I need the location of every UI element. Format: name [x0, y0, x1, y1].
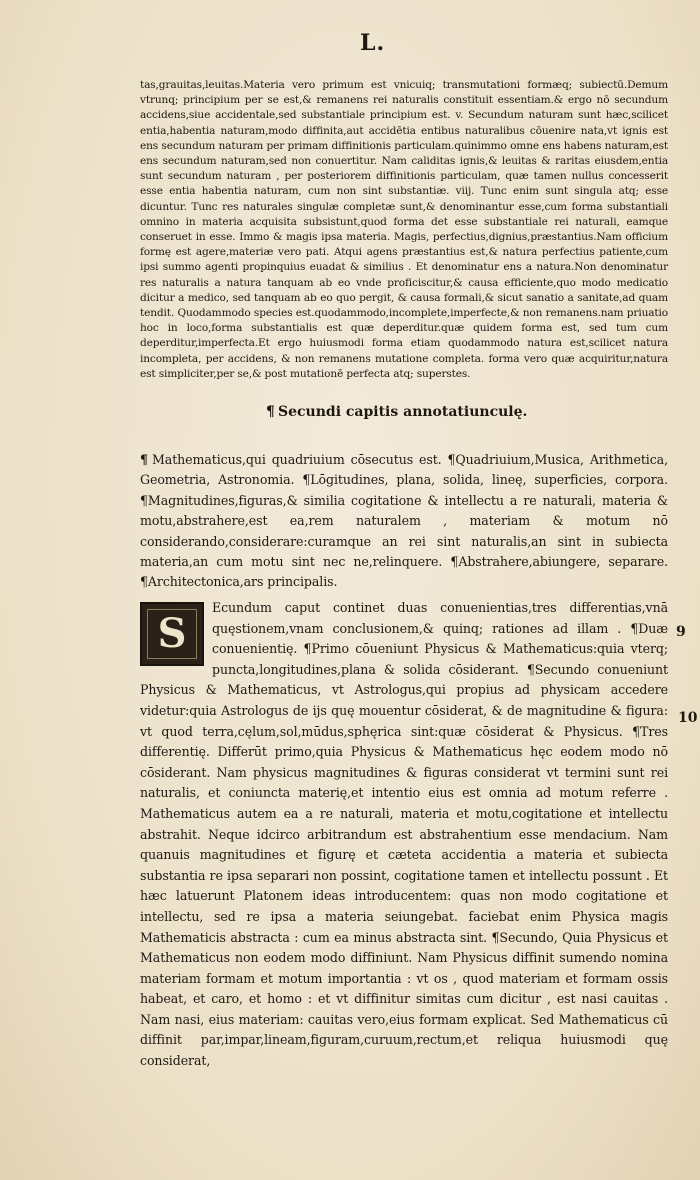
folio-number: L.: [360, 30, 386, 56]
paragraph-mark-icon: ¶: [140, 452, 148, 467]
decorated-initial: [140, 602, 204, 666]
marginal-number-9: 9: [676, 624, 686, 640]
annotations-block: [140, 450, 668, 593]
main-text-block: [140, 598, 668, 1072]
marginal-number-10: 10: [678, 710, 698, 726]
section-heading-text: Secundi capitis annotatiunculę.: [278, 404, 528, 420]
annotations-paragraph: [140, 450, 668, 593]
main-paragraph: Ecundum caput continet duas conuenientias,tres differentias,vnā quęstionem,vnam conclusionem,& quinq; rationes ad illam . ¶Duæ conuenientię. ¶Primo cōueniunt Physicus & Mathematicus:quia vterq; puncta,longitudines,plana & solida cōsiderant. ¶Secundo conueniunt Physicus & Mathematicus, vt Astrologus,qui propius ad physicam accedere videtur:quia Astrologus de ijs quę mouentur cōsiderat, & de magnitudine & figura: vt quod terra,cęlum,sol,mūdus,sphęrica sint:quæ cōsiderat & Physicus. ¶Tres differentię. Differūt primo,quia Physicus & Mathematicus hęc eodem modo nō cōsiderant. Nam physicus magnitudines & figuras considerat vt termini sunt rei naturalis, et coniuncta materię,et intentio eius est omnia ad motum referre . Mathematicus autem ea a re naturali, materia et motu,cogitatione et intellectu abstrahit. Neque idcirco arbitrandum est abstrahentium esse mendacium. Nam quanuis magnitudines et figurę et cæteta accidentia a materia et subiecta substantia re ipsa separari non possint, cogitatione tamen et intellectu possunt . Et hæc latuerunt Platonem ideas introducentem: quas non modo cogitatione et intellectu, sed re ipsa a materia seiungebat. faciebat enim Physica magis Mathematicis abstracta : cum ea minus abstracta sint. ¶Secundo, Quia Physicus et Mathematicus non eodem modo diffiniunt. Nam Physicus diffinit sumendo nomina materiam formam et motum importantia : vt os , quod materiam et formam ossis habeat, et caro, et homo : et vt diffinitur simitas cum dicitur , est nasi cauitas . Nam nasi, eius materiam: cauitas vero,eius formam explicat. Sed Mathematicus cū diffinit par,impar,lineam,figuram,curuum,rectum,et reliqua huiusmodi quę considerat,: [140, 600, 668, 1069]
upper-paragraph: tas,grauitas,leuitas.Materia vero primum est vnicuiq; transmutationi formæq; subiectū.Demum vtrunq; principium per se est,& remanens rei naturalis constituit essentiam.& ergo nō secundum accidens,siue accidentale,sed substantiale principium est. v. Secundum naturam sunt hæc,scilicet entia,habentia naturam,modo diffinita,aut accidētia entibus naturalibus cōuenire nata,vt ignis est ens secundum naturam per primam diffinitionis particulam.quinimmo omne ens habens naturam,est ens secundum naturam,sed non conuertitur. Nam caliditas ignis,& leuitas & raritas eiusdem,entia sunt secundum naturam , per posteriorem diffinitionis particulam, quæ tamen nullus concesserit esse entia habentia naturam, cum non sint substantiæ. viij. Tunc enim sunt singula atq; esse dicuntur. Tunc res naturales singulæ completæ sunt,& denominantur esse,cum forma substantiali omnino in materia acquisita subsistunt,quod forma det esse substantiale rei naturali, eamque conseruet in esse. Immo & magis ipsa materia. Magis, perfectius,dignius,præstantius.Nam officium formę est agere,materiæ vero pati. Atqui agens præstantius est,& natura perfectius patiente,cum ipsi summo agenti propinquius euadat & similius . Et denominatur ens a natura.Non denominatur res naturalis a natura tanquam ab eo vnde proficiscitur,& causa efficiente,quo modo medicatio dicitur a medico, sed tanquam ab eo quo pergit, & causa formali,& sicut sanatio a sanitate,ad quam tendit. Quodammodo species est.quodammodo,incomplete,imperfecte,& non remanens.nam priuatio hoc in loco,forma substantialis est quæ deperditur.quæ quidem forma est, sed tum cum deperditur,imperfecta.Et ergo huiusmodi forma etiam quodammodo natura est,scilicet natura incompleta, per accidens, & non remanens mutatione completa. forma vero quæ acquiritur,natura est simpliciter,per se,& post mutationē perfecta atq; superstes.: [140, 79, 668, 380]
initial-letter: S: [147, 609, 197, 659]
paragraph-mark-icon: ¶: [266, 404, 275, 420]
section-heading: [266, 404, 527, 420]
upper-text-block: [140, 78, 668, 382]
annotations-text: Mathematicus,qui quadriuium cōsecutus est. ¶Quadriuium,Musica, Arithmetica, Geometria, Astronomia. ¶Lōgitudines, plana, solida, lineę, superficies, corpora. ¶Magnitudines,figuras,& similia cogitatione & intellectu a re naturali, materia & motu,abstrahere,est ea,rem naturalem , materiam & motum nō considerando,considerare:curamque an rei sint naturalis,an sint in subiecta materia,an cum motu sint nec ne,relinquere. ¶Abstrahere,abiungere, separare. ¶Architectonica,ars principalis.: [140, 452, 668, 590]
